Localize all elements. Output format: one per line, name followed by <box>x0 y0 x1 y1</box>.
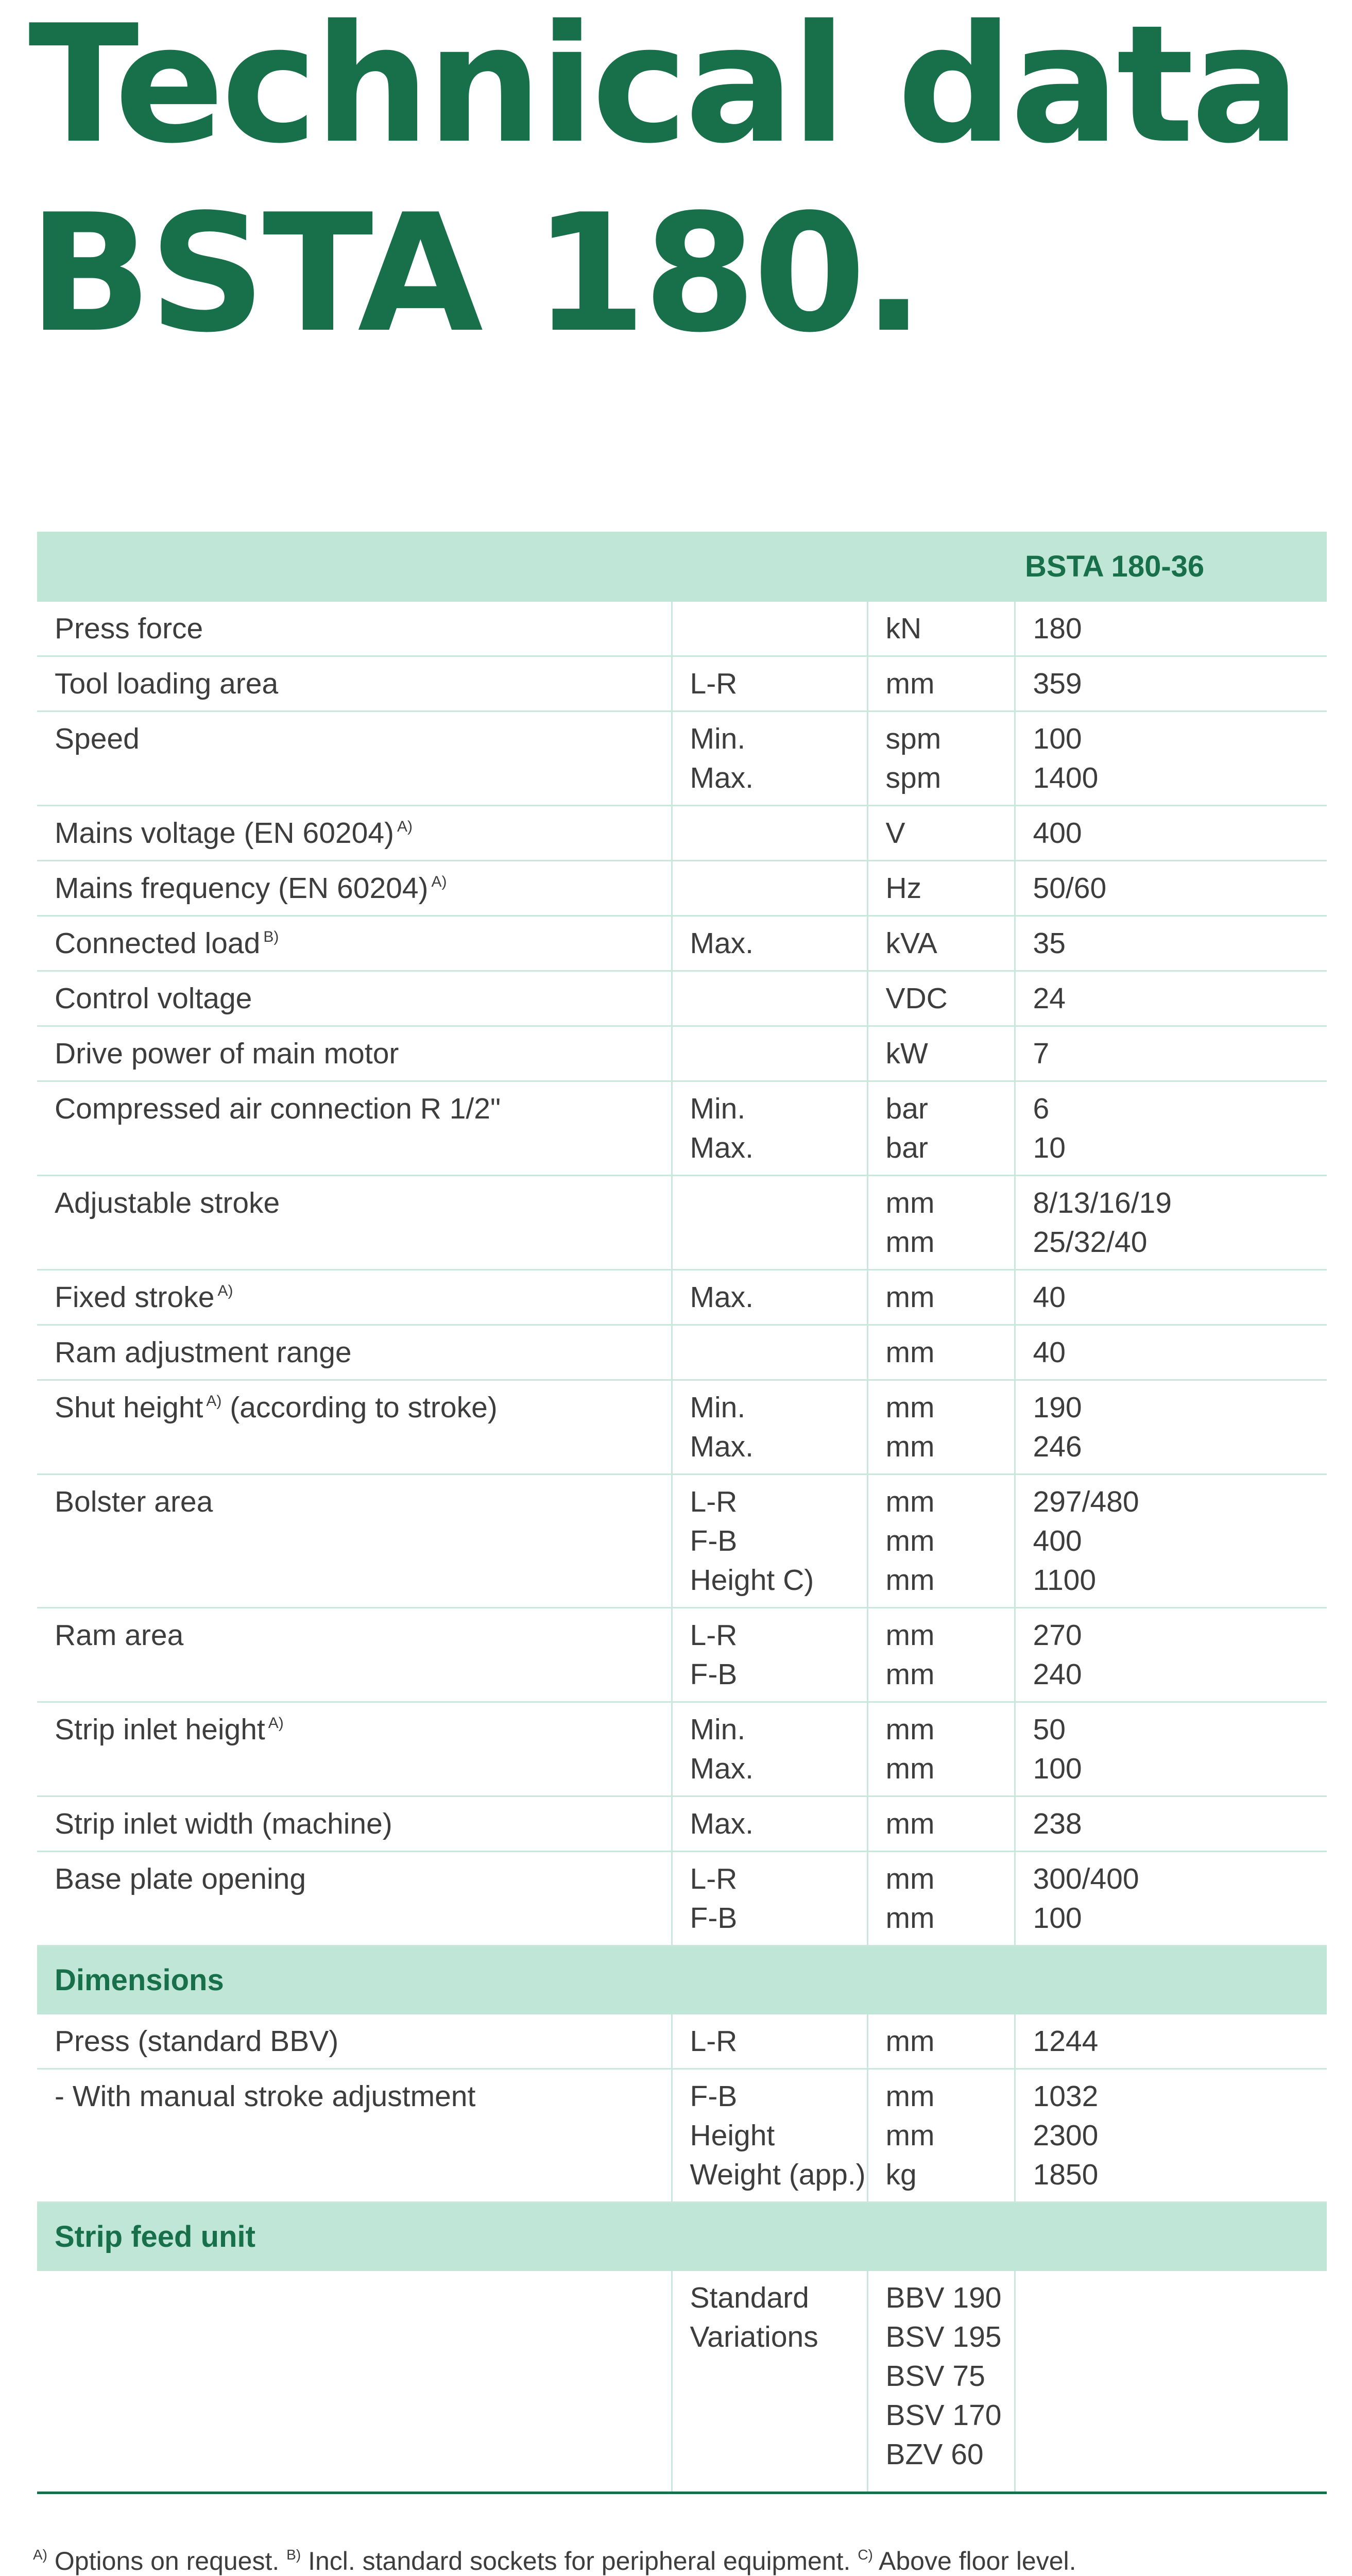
strip-feed-option-line: BSV 195 <box>885 2320 1002 2353</box>
spec-value <box>1015 1797 1327 1852</box>
spec-label: Press (standard BBV) <box>55 2025 339 2058</box>
spec-unit-line: kW <box>885 1037 928 1070</box>
spec-value <box>1015 602 1327 656</box>
spec-value <box>1015 2271 1327 2493</box>
footnote-ref: A) <box>431 873 447 890</box>
table-header-row <box>37 532 1327 602</box>
spec-qualifier-line: Max. <box>690 1281 754 1314</box>
spec-qualifier <box>672 656 867 711</box>
spec-qualifier <box>672 1797 867 1852</box>
spec-qualifier-line: Min. <box>690 722 746 755</box>
spec-qualifier <box>672 1380 867 1475</box>
spec-qualifier-line: Min. <box>690 1092 746 1125</box>
spec-unit <box>867 711 1015 806</box>
spec-value-line: 8/13/16/19 <box>1033 1187 1172 1219</box>
spec-unit-line: spm <box>885 722 942 755</box>
spec-value <box>1015 2014 1327 2069</box>
footnote-b-mark: B) <box>286 2547 301 2563</box>
spec-unit <box>867 971 1015 1026</box>
spec-value-line: 2300 <box>1033 2119 1099 2152</box>
spec-unit-line: Hz <box>885 872 922 905</box>
spec-unit-line: mm <box>885 1524 935 1557</box>
spec-qualifier <box>672 711 867 806</box>
spec-label: Compressed air connection R 1/2" <box>55 1092 501 1125</box>
spec-label-cell <box>37 806 672 861</box>
spec-value-line: 1850 <box>1033 2158 1099 2191</box>
spec-qualifier-line: F-B <box>690 1524 738 1557</box>
spec-unit <box>867 1325 1015 1380</box>
dimensions-heading-row <box>37 1946 1327 2015</box>
spec-qualifier <box>672 1608 867 1702</box>
spec-label: Bolster area <box>55 1485 213 1518</box>
spec-label-cell <box>37 1270 672 1325</box>
footnote-c-text: Above floor level. <box>872 2547 1076 2575</box>
spec-unit-line: kN <box>885 612 922 645</box>
spec-label: Mains frequency (EN 60204) <box>55 872 429 905</box>
spec-qualifier-line: L-R <box>690 667 738 700</box>
spec-unit <box>867 1608 1015 1702</box>
spec-qualifier <box>672 1475 867 1608</box>
spec-unit-line: V <box>885 817 905 850</box>
technical-data-table <box>37 532 1327 2494</box>
spec-qualifier <box>672 1176 867 1270</box>
spec-qualifier-line: Min. <box>690 1713 746 1746</box>
spec-label-cell <box>37 1026 672 1081</box>
spec-value <box>1015 806 1327 861</box>
spec-label: Base plate opening <box>55 1862 306 1895</box>
table-row <box>37 1380 1327 1475</box>
spec-value-line: 246 <box>1033 1430 1082 1463</box>
spec-qualifier-line: Max. <box>690 1752 754 1785</box>
spec-qualifier-line: Height <box>690 2119 775 2152</box>
spec-unit <box>867 2069 1015 2202</box>
spec-qualifier-line: Weight (app.) <box>690 2158 866 2191</box>
strip-feed-heading-row <box>37 2202 1327 2272</box>
footnote-b-text: Incl. standard sockets for peripheral equipment. <box>301 2547 858 2575</box>
spec-label-cell <box>37 2271 672 2493</box>
spec-label-cell <box>37 971 672 1026</box>
spec-label: Tool loading area <box>55 667 279 700</box>
spec-value <box>1015 1081 1327 1176</box>
spec-qualifier-line: L-R <box>690 2025 738 2058</box>
spec-qualifier <box>672 971 867 1026</box>
table-row <box>37 1475 1327 1608</box>
table-row <box>37 602 1327 656</box>
spec-unit <box>867 1380 1015 1475</box>
spec-unit <box>867 916 1015 971</box>
spec-label-cell <box>37 1081 672 1176</box>
spec-qualifier <box>672 602 867 656</box>
spec-qualifier <box>672 2069 867 2202</box>
spec-value <box>1015 971 1327 1026</box>
spec-qualifier <box>672 1702 867 1797</box>
spec-label: Adjustable stroke <box>55 1187 280 1219</box>
spec-label: Fixed stroke <box>55 1281 215 1314</box>
footnote-ref: B) <box>263 928 279 945</box>
spec-unit-line: mm <box>885 1187 935 1219</box>
spec-qualifier <box>672 861 867 916</box>
footnote-ref: A) <box>397 818 413 835</box>
spec-qualifier-line: F-B <box>690 1658 738 1691</box>
strip-feed-option-line: BBV 190 <box>885 2281 1002 2314</box>
spec-label-cell <box>37 1608 672 1702</box>
spec-value-line: 40 <box>1033 1281 1066 1314</box>
table-row <box>37 806 1327 861</box>
spec-label-cell <box>37 1852 672 1946</box>
table-row <box>37 1081 1327 1176</box>
dimensions-heading: Dimensions <box>37 1946 1327 2015</box>
spec-unit <box>867 1270 1015 1325</box>
table-row <box>37 1852 1327 1946</box>
table-row <box>37 656 1327 711</box>
page-subtitle: BSTA 180. <box>28 180 922 368</box>
spec-unit-line: VDC <box>885 982 948 1015</box>
spec-value-line: 50 <box>1033 1713 1066 1746</box>
spec-unit <box>867 1081 1015 1176</box>
spec-value-line: 270 <box>1033 1619 1082 1652</box>
spec-qualifier <box>672 2014 867 2069</box>
spec-unit-line: mm <box>885 1752 935 1785</box>
spec-qualifier <box>672 1270 867 1325</box>
model-heading: BSTA 180-36 <box>1015 532 1327 602</box>
spec-unit <box>867 1852 1015 1946</box>
footnote-a-mark: A) <box>33 2547 47 2563</box>
spec-unit-line: bar <box>885 1131 928 1164</box>
spec-value-line: 24 <box>1033 982 1066 1015</box>
spec-unit <box>867 1026 1015 1081</box>
spec-value-line: 359 <box>1033 667 1082 700</box>
table-row <box>37 1608 1327 1702</box>
spec-value <box>1015 1026 1327 1081</box>
spec-label-suffix: (according to stroke) <box>221 1391 498 1424</box>
spec-label-cell <box>37 711 672 806</box>
spec-label: Connected load <box>55 927 261 960</box>
spec-value <box>1015 1380 1327 1475</box>
spec-qualifier <box>672 1081 867 1176</box>
table-row <box>37 2271 1327 2493</box>
spec-unit-line: spm <box>885 761 942 794</box>
spec-qualifier <box>672 916 867 971</box>
table-row <box>37 1797 1327 1852</box>
spec-value-line: 100 <box>1033 722 1082 755</box>
spec-value-line: 1032 <box>1033 2080 1099 2113</box>
spec-value-line: 190 <box>1033 1391 1082 1424</box>
spec-value-line: 100 <box>1033 1902 1082 1935</box>
spec-value <box>1015 1270 1327 1325</box>
spec-unit-line: mm <box>885 1336 935 1369</box>
spec-qualifier-line: Min. <box>690 1391 746 1424</box>
spec-label-cell <box>37 2069 672 2202</box>
spec-unit-line: mm <box>885 1391 935 1424</box>
spec-label-cell <box>37 1325 672 1380</box>
spec-value <box>1015 1852 1327 1946</box>
spec-unit-line: kg <box>885 2158 917 2191</box>
spec-qualifier <box>672 1852 867 1946</box>
spec-value <box>1015 711 1327 806</box>
spec-value-line: 7 <box>1033 1037 1050 1070</box>
table-row <box>37 2069 1327 2202</box>
footnote-a-text: Options on request. <box>47 2547 287 2575</box>
table-row <box>37 1325 1327 1380</box>
spec-label-cell <box>37 2014 672 2069</box>
spec-label: Drive power of main motor <box>55 1037 399 1070</box>
strip-feed-heading: Strip feed unit <box>37 2202 1327 2272</box>
spec-unit-line: mm <box>885 1658 935 1691</box>
strip-feed-option-line: BZV 60 <box>885 2438 984 2471</box>
footnote-ref: A) <box>217 1282 233 1299</box>
spec-unit <box>867 1797 1015 1852</box>
footnotes <box>33 2541 1331 2576</box>
table-row <box>37 1176 1327 1270</box>
footnote-c-mark: C) <box>858 2547 873 2563</box>
spec-value <box>1015 1176 1327 1270</box>
spec-unit-line: mm <box>885 2119 935 2152</box>
spec-value <box>1015 2069 1327 2202</box>
spec-value-line: 238 <box>1033 1807 1082 1840</box>
spec-qualifier-line: Max. <box>690 1430 754 1463</box>
spec-label: Shut height <box>55 1391 203 1424</box>
spec-unit-line: bar <box>885 1092 928 1125</box>
spec-unit <box>867 1702 1015 1797</box>
spec-qualifier <box>672 1026 867 1081</box>
spec-label: Strip inlet height <box>55 1713 265 1746</box>
strip-feed-option-line: BSV 170 <box>885 2399 1002 2432</box>
spec-qualifier <box>672 2271 867 2493</box>
spec-unit-line: mm <box>885 1713 935 1746</box>
spec-value <box>1015 1475 1327 1608</box>
spec-value-line: 1244 <box>1033 2025 1099 2058</box>
spec-unit-line: mm <box>885 1807 935 1840</box>
spec-value <box>1015 861 1327 916</box>
spec-value-line: 100 <box>1033 1752 1082 1785</box>
spec-label: Ram adjustment range <box>55 1336 352 1369</box>
table-row <box>37 711 1327 806</box>
spec-label-cell <box>37 1380 672 1475</box>
spec-unit <box>867 806 1015 861</box>
spec-label-cell <box>37 602 672 656</box>
spec-qualifier-line: Standard <box>690 2281 809 2314</box>
spec-qualifier-line: L-R <box>690 1619 738 1652</box>
spec-qualifier-line: Max. <box>690 1131 754 1164</box>
spec-unit-line: mm <box>885 1281 935 1314</box>
footnote-ref: A) <box>206 1393 222 1410</box>
spec-qualifier-line: L-R <box>690 1862 738 1895</box>
spec-value <box>1015 1325 1327 1380</box>
spec-unit-line: kVA <box>885 927 937 960</box>
spec-value-line: 40 <box>1033 1336 1066 1369</box>
spec-label-cell <box>37 861 672 916</box>
table-row <box>37 1702 1327 1797</box>
spec-unit-line: mm <box>885 1564 935 1597</box>
spec-value-line: 180 <box>1033 612 1082 645</box>
spec-unit <box>867 861 1015 916</box>
table-row <box>37 861 1327 916</box>
spec-qualifier-line: F-B <box>690 2080 738 2113</box>
spec-value-line: 300/400 <box>1033 1862 1139 1895</box>
spec-value-line: 400 <box>1033 817 1082 850</box>
table-row <box>37 916 1327 971</box>
spec-value-line: 1100 <box>1033 1564 1097 1597</box>
spec-unit-line: mm <box>885 1619 935 1652</box>
spec-value <box>1015 1608 1327 1702</box>
spec-value-line: 25/32/40 <box>1033 1226 1148 1259</box>
strip-feed-option <box>867 2271 1015 2493</box>
spec-qualifier-line: L-R <box>690 1485 738 1518</box>
spec-value <box>1015 916 1327 971</box>
spec-value <box>1015 656 1327 711</box>
spec-label-cell <box>37 1475 672 1608</box>
spec-label-cell <box>37 1797 672 1852</box>
spec-value-line: 6 <box>1033 1092 1050 1125</box>
spec-unit <box>867 2014 1015 2069</box>
spec-label-cell <box>37 656 672 711</box>
spec-qualifier-line: Max. <box>690 1807 754 1840</box>
spec-unit-line: mm <box>885 1430 935 1463</box>
spec-label: Ram area <box>55 1619 184 1652</box>
spec-unit <box>867 602 1015 656</box>
spec-label-cell <box>37 1176 672 1270</box>
spec-value-line: 400 <box>1033 1524 1082 1557</box>
spec-label: Mains voltage (EN 60204) <box>55 817 395 850</box>
spec-value-line: 35 <box>1033 927 1066 960</box>
spec-label-cell <box>37 916 672 971</box>
spec-label: Control voltage <box>55 982 252 1015</box>
spec-qualifier-line: Height C) <box>690 1564 814 1597</box>
spec-unit-line: mm <box>885 2080 935 2113</box>
spec-unit-line: mm <box>885 2025 935 2058</box>
spec-value <box>1015 1702 1327 1797</box>
spec-value-line: 1400 <box>1033 761 1099 794</box>
spec-unit-line: mm <box>885 1862 935 1895</box>
spec-qualifier <box>672 1325 867 1380</box>
spec-qualifier-line: Max. <box>690 927 754 960</box>
spec-label: Press force <box>55 612 203 645</box>
table-row <box>37 1270 1327 1325</box>
spec-value-line: 10 <box>1033 1131 1066 1164</box>
spec-unit <box>867 656 1015 711</box>
spec-qualifier-line: F-B <box>690 1902 738 1935</box>
spec-unit-line: mm <box>885 1226 935 1259</box>
spec-qualifier <box>672 806 867 861</box>
spec-unit-line: mm <box>885 1485 935 1518</box>
table-row <box>37 1026 1327 1081</box>
page-title: Technical data <box>28 0 1297 179</box>
spec-label: Speed <box>55 722 140 755</box>
spec-qualifier-line: Variations <box>690 2320 818 2353</box>
spec-value-line: 297/480 <box>1033 1485 1139 1518</box>
table-row <box>37 2014 1327 2069</box>
spec-value-line: 50/60 <box>1033 872 1107 905</box>
footnote-ref: A) <box>268 1715 284 1732</box>
spec-label-cell <box>37 1702 672 1797</box>
spec-unit-line: mm <box>885 667 935 700</box>
table-row <box>37 971 1327 1026</box>
spec-qualifier-line: Max. <box>690 761 754 794</box>
header-spacer <box>37 532 1015 602</box>
spec-label: Strip inlet width (machine) <box>55 1807 392 1840</box>
spec-unit-line: mm <box>885 1902 935 1935</box>
spec-unit <box>867 1475 1015 1608</box>
spec-label: - With manual stroke adjustment <box>55 2080 476 2113</box>
spec-unit <box>867 1176 1015 1270</box>
spec-value-line: 240 <box>1033 1658 1082 1691</box>
strip-feed-option-line: BSV 75 <box>885 2360 985 2393</box>
